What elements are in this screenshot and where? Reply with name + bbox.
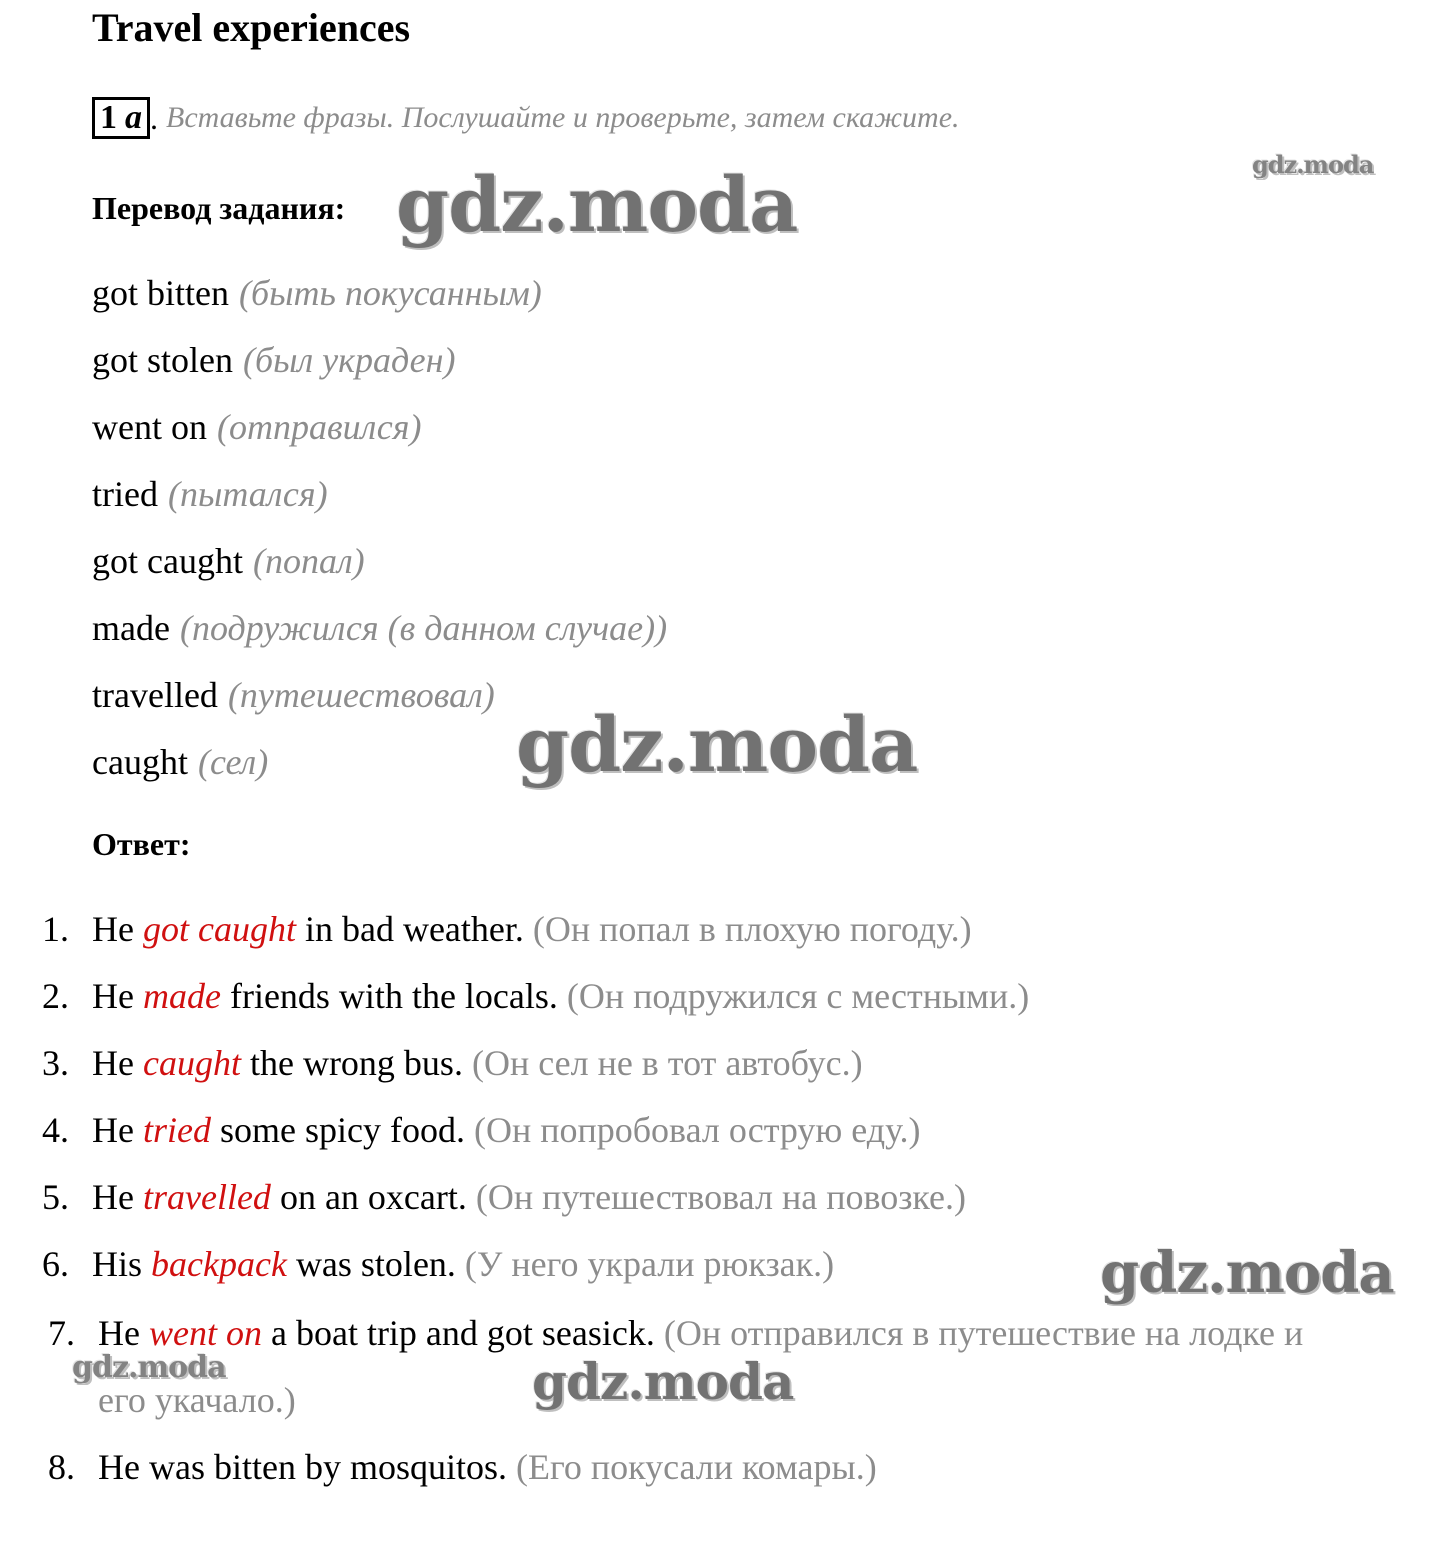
vocab-item [92, 674, 495, 716]
answer-prefix: He [98, 1313, 149, 1353]
answer-translation: (Он попал в плохую погоду.) [532, 909, 972, 949]
vocab-translation: (путешествовал) [227, 675, 495, 715]
vocab-english: caught [92, 742, 188, 782]
answer-translation: (Он отправился в путешествие на лодке и [663, 1313, 1304, 1353]
answer-prefix: He [92, 1043, 143, 1083]
vocab-item [92, 406, 421, 448]
answer-translation-cont: его укачало.) [98, 1380, 296, 1420]
answer-item [42, 1042, 863, 1084]
watermark-logo: gdz.moda [396, 160, 798, 249]
answer-number: 6. [42, 1244, 69, 1284]
watermark-logo: gdz.moda [516, 700, 918, 789]
task-header [92, 97, 960, 139]
answer-suffix: was stolen. [286, 1244, 465, 1284]
vocab-english: got bitten [92, 273, 229, 313]
vocab-translation: (отправился) [216, 407, 422, 447]
vocab-item [92, 540, 365, 582]
task-number: 1 [100, 99, 117, 136]
answer-highlight: got caught [142, 909, 296, 949]
vocab-item [92, 272, 542, 314]
answer-translation: (Он путешествовал на повозке.) [475, 1177, 966, 1217]
watermark-logo: gdz.moda [1100, 1240, 1394, 1306]
vocab-translation: (попал) [252, 541, 365, 581]
answer-translation: (Он подружился с местными.) [566, 976, 1030, 1016]
answer-prefix: He [92, 976, 143, 1016]
answer-suffix: friends with the locals. [220, 976, 567, 1016]
answer-suffix: some spicy food. [210, 1110, 474, 1150]
task-number-box [92, 97, 150, 139]
answer-continuation [98, 1379, 296, 1421]
vocab-english: tried [92, 474, 158, 514]
vocab-english: got caught [92, 541, 243, 581]
answer-translation: (Его покусали комары.) [515, 1447, 877, 1487]
answer-translation: (Он попробовал острую еду.) [473, 1110, 921, 1150]
watermark-logo: gdz.moda [1252, 150, 1374, 179]
answer-suffix: on an oxcart. [270, 1177, 476, 1217]
answer-number: 2. [42, 976, 69, 1016]
vocab-translation: (подружился (в данном случае)) [179, 608, 668, 648]
answer-number: 1. [42, 909, 69, 949]
task-dot: . [150, 99, 158, 136]
answer-number: 8. [48, 1447, 75, 1487]
answer-number: 4. [42, 1110, 69, 1150]
vocab-item [92, 473, 328, 515]
answer-item [42, 1176, 966, 1218]
answer-prefix: He [92, 1177, 143, 1217]
watermark-logo: gdz.moda [532, 1352, 794, 1411]
vocab-english: went on [92, 407, 207, 447]
page-title: Travel experiences [92, 5, 411, 50]
vocab-english: made [92, 608, 170, 648]
vocab-translation: (был украден) [243, 340, 456, 380]
task-instruction: Вставьте фразы. Послушайте и проверьте, затем скажите. [166, 101, 960, 134]
translation-label: Перевод задания: [92, 190, 346, 226]
answer-highlight: tried [142, 1110, 211, 1150]
vocab-translation: (сел) [197, 742, 269, 782]
watermark-logo: gdz.moda [72, 1350, 226, 1385]
task-letter: a [125, 99, 142, 136]
answer-prefix: He [92, 1110, 143, 1150]
answer-suffix: a boat trip and got seasick. [261, 1313, 664, 1353]
vocab-item [92, 741, 268, 783]
vocab-translation: (быть покусанным) [239, 273, 542, 313]
answer-prefix: His [92, 1244, 152, 1284]
answer-suffix: in bad weather. [295, 909, 533, 949]
vocab-english: got stolen [92, 340, 233, 380]
answer-highlight: caught [142, 1043, 241, 1083]
answer-item [42, 908, 972, 950]
vocab-item [92, 607, 667, 649]
answer-highlight: went on [148, 1313, 262, 1353]
answer-number: 5. [42, 1177, 69, 1217]
answer-item [48, 1312, 1303, 1354]
answer-prefix: He was bitten by mosquitos. [98, 1447, 516, 1487]
answer-translation: (Он сел не в тот автобус.) [471, 1043, 863, 1083]
answer-highlight: made [142, 976, 221, 1016]
answer-highlight: backpack [151, 1244, 287, 1284]
answer-suffix: the wrong bus. [240, 1043, 472, 1083]
answer-item [48, 1446, 877, 1488]
answer-item [42, 1109, 921, 1151]
vocab-english: travelled [92, 675, 218, 715]
answer-label: Ответ: [92, 826, 191, 862]
vocab-translation: (пытался) [167, 474, 328, 514]
answer-number: 3. [42, 1043, 69, 1083]
answer-item [42, 1243, 834, 1285]
answer-item [42, 975, 1029, 1017]
answer-prefix: He [92, 909, 143, 949]
answer-translation: (У него украли рюкзак.) [464, 1244, 835, 1284]
answer-highlight: travelled [142, 1177, 271, 1217]
answer-number: 7. [48, 1313, 75, 1353]
vocab-item [92, 339, 455, 381]
